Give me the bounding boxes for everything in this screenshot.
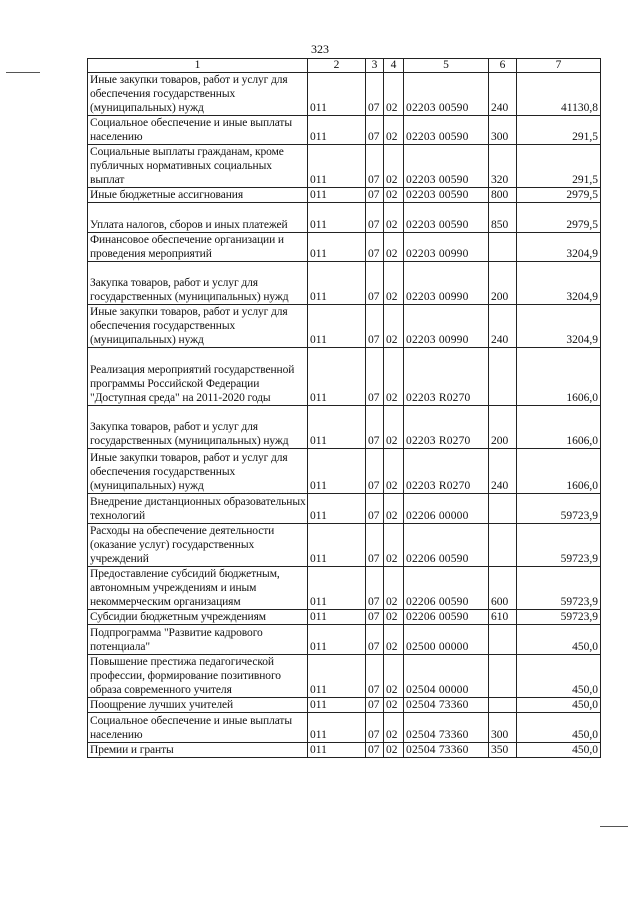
grbs-code-cell: 011 bbox=[308, 698, 366, 713]
scan-mark bbox=[6, 72, 40, 73]
table-row bbox=[88, 188, 601, 203]
expense-type-cell bbox=[489, 233, 517, 262]
row-name-cell: Повышение престижа педагогической профессии, формирование позитивного образа современного учителя bbox=[88, 655, 308, 698]
expense-type-cell: 610 bbox=[489, 610, 517, 625]
section-code-cell: 07 bbox=[366, 713, 384, 743]
expense-type-cell bbox=[489, 625, 517, 655]
section-code-cell: 07 bbox=[366, 348, 384, 406]
sum-cell: 59723,9 bbox=[517, 494, 601, 524]
table-row bbox=[88, 305, 601, 348]
expense-type-cell: 300 bbox=[489, 713, 517, 743]
row-name-cell: Субсидии бюджетным учреждениям bbox=[88, 610, 308, 625]
subsection-code-cell: 02 bbox=[384, 203, 404, 233]
subsection-code-cell: 02 bbox=[384, 262, 404, 305]
sum-cell: 1606,0 bbox=[517, 406, 601, 449]
target-article-cell: 02504 73360 bbox=[404, 698, 489, 713]
section-code-cell: 07 bbox=[366, 610, 384, 625]
column-number-row bbox=[88, 59, 601, 73]
grbs-code-cell: 011 bbox=[308, 116, 366, 145]
subsection-code-cell: 02 bbox=[384, 567, 404, 610]
table-row bbox=[88, 655, 601, 698]
section-code-cell: 07 bbox=[366, 567, 384, 610]
table-row bbox=[88, 610, 601, 625]
section-code-cell: 07 bbox=[366, 524, 384, 567]
row-name-cell: Уплата налогов, сборов и иных платежей bbox=[88, 203, 308, 233]
target-article-cell: 02504 73360 bbox=[404, 713, 489, 743]
table-row bbox=[88, 449, 601, 494]
target-article-cell: 02206 00590 bbox=[404, 524, 489, 567]
subsection-code-cell: 02 bbox=[384, 188, 404, 203]
column-header: 4 bbox=[384, 59, 404, 73]
sum-cell: 41130,8 bbox=[517, 73, 601, 116]
sum-cell: 59723,9 bbox=[517, 567, 601, 610]
sum-cell: 291,5 bbox=[517, 145, 601, 188]
target-article-cell: 02203 00590 bbox=[404, 188, 489, 203]
grbs-code-cell: 011 bbox=[308, 348, 366, 406]
grbs-code-cell: 011 bbox=[308, 203, 366, 233]
row-name-cell: Иные закупки товаров, работ и услуг для обеспечения государственных (муниципальных) нужд bbox=[88, 449, 308, 494]
section-code-cell: 07 bbox=[366, 73, 384, 116]
subsection-code-cell: 02 bbox=[384, 305, 404, 348]
subsection-code-cell: 02 bbox=[384, 625, 404, 655]
column-header: 5 bbox=[404, 59, 489, 73]
target-article-cell: 02206 00590 bbox=[404, 567, 489, 610]
table-row bbox=[88, 233, 601, 262]
row-name-cell: Премии и гранты bbox=[88, 743, 308, 758]
expense-type-cell: 240 bbox=[489, 449, 517, 494]
row-name-cell: Социальное обеспечение и иные выплаты населению bbox=[88, 116, 308, 145]
subsection-code-cell: 02 bbox=[384, 73, 404, 116]
sum-cell: 2979,5 bbox=[517, 203, 601, 233]
expense-type-cell: 300 bbox=[489, 116, 517, 145]
column-header: 3 bbox=[366, 59, 384, 73]
page-number: 323 bbox=[311, 42, 329, 56]
grbs-code-cell: 011 bbox=[308, 233, 366, 262]
sum-cell: 450,0 bbox=[517, 698, 601, 713]
section-code-cell: 07 bbox=[366, 188, 384, 203]
target-article-cell: 02500 00000 bbox=[404, 625, 489, 655]
expense-type-cell: 240 bbox=[489, 73, 517, 116]
subsection-code-cell: 02 bbox=[384, 116, 404, 145]
subsection-code-cell: 02 bbox=[384, 655, 404, 698]
grbs-code-cell: 011 bbox=[308, 625, 366, 655]
grbs-code-cell: 011 bbox=[308, 655, 366, 698]
subsection-code-cell: 02 bbox=[384, 698, 404, 713]
subsection-code-cell: 02 bbox=[384, 449, 404, 494]
section-code-cell: 07 bbox=[366, 449, 384, 494]
table-row bbox=[88, 494, 601, 524]
section-code-cell: 07 bbox=[366, 625, 384, 655]
expense-type-cell: 850 bbox=[489, 203, 517, 233]
grbs-code-cell: 011 bbox=[308, 406, 366, 449]
section-code-cell: 07 bbox=[366, 305, 384, 348]
row-name-cell: Иные бюджетные ассигнования bbox=[88, 188, 308, 203]
row-name-cell: Социальные выплаты гражданам, кроме публичных нормативных социальных выплат bbox=[88, 145, 308, 188]
sum-cell: 450,0 bbox=[517, 655, 601, 698]
row-name-cell: Внедрение дистанционных образовательных технологий bbox=[88, 494, 308, 524]
table-row bbox=[88, 406, 601, 449]
subsection-code-cell: 02 bbox=[384, 494, 404, 524]
subsection-code-cell: 02 bbox=[384, 610, 404, 625]
row-name-cell: Иные закупки товаров, работ и услуг для обеспечения государственных (муниципальных) нужд bbox=[88, 73, 308, 116]
target-article-cell: 02206 00590 bbox=[404, 610, 489, 625]
row-name-cell: Реализация мероприятий государственной программы Российской Федерации "Доступная среда" на 2011-2020 годы bbox=[88, 348, 308, 406]
sum-cell: 1606,0 bbox=[517, 348, 601, 406]
table-row bbox=[88, 116, 601, 145]
sum-cell: 3204,9 bbox=[517, 262, 601, 305]
subsection-code-cell: 02 bbox=[384, 348, 404, 406]
sum-cell: 450,0 bbox=[517, 625, 601, 655]
grbs-code-cell: 011 bbox=[308, 449, 366, 494]
row-name-cell: Предоставление субсидий бюджетным, автономным учреждениям и иным некоммерческим организациям bbox=[88, 567, 308, 610]
expense-type-cell bbox=[489, 494, 517, 524]
section-code-cell: 07 bbox=[366, 116, 384, 145]
grbs-code-cell: 011 bbox=[308, 713, 366, 743]
row-name-cell: Закупка товаров, работ и услуг для государственных (муниципальных) нужд bbox=[88, 406, 308, 449]
row-name-cell: Подпрограмма "Развитие кадрового потенциала" bbox=[88, 625, 308, 655]
target-article-cell: 02203 R0270 bbox=[404, 449, 489, 494]
grbs-code-cell: 011 bbox=[308, 567, 366, 610]
row-name-cell: Поощрение лучших учителей bbox=[88, 698, 308, 713]
expense-type-cell bbox=[489, 348, 517, 406]
grbs-code-cell: 011 bbox=[308, 305, 366, 348]
row-name-cell: Иные закупки товаров, работ и услуг для обеспечения государственных (муниципальных) нужд bbox=[88, 305, 308, 348]
row-name-cell: Расходы на обеспечение деятельности (оказание услуг) государственных учреждений bbox=[88, 524, 308, 567]
target-article-cell: 02504 73360 bbox=[404, 743, 489, 758]
target-article-cell: 02206 00000 bbox=[404, 494, 489, 524]
sum-cell: 450,0 bbox=[517, 713, 601, 743]
target-article-cell: 02504 00000 bbox=[404, 655, 489, 698]
section-code-cell: 07 bbox=[366, 262, 384, 305]
section-code-cell: 07 bbox=[366, 145, 384, 188]
grbs-code-cell: 011 bbox=[308, 188, 366, 203]
table-row bbox=[88, 524, 601, 567]
sum-cell: 3204,9 bbox=[517, 233, 601, 262]
target-article-cell: 02203 00990 bbox=[404, 305, 489, 348]
table-row bbox=[88, 625, 601, 655]
sum-cell: 3204,9 bbox=[517, 305, 601, 348]
section-code-cell: 07 bbox=[366, 698, 384, 713]
row-name-cell: Социальное обеспечение и иные выплаты населению bbox=[88, 713, 308, 743]
table-row bbox=[88, 567, 601, 610]
expense-type-cell: 600 bbox=[489, 567, 517, 610]
grbs-code-cell: 011 bbox=[308, 262, 366, 305]
expense-type-cell: 200 bbox=[489, 262, 517, 305]
grbs-code-cell: 011 bbox=[308, 743, 366, 758]
sum-cell: 1606,0 bbox=[517, 449, 601, 494]
expense-type-cell bbox=[489, 655, 517, 698]
expense-type-cell: 320 bbox=[489, 145, 517, 188]
column-header: 6 bbox=[489, 59, 517, 73]
table-row bbox=[88, 713, 601, 743]
scan-mark bbox=[600, 826, 628, 827]
budget-table bbox=[87, 58, 601, 758]
sum-cell: 59723,9 bbox=[517, 524, 601, 567]
expense-type-cell: 350 bbox=[489, 743, 517, 758]
table-row bbox=[88, 145, 601, 188]
column-header: 7 bbox=[517, 59, 601, 73]
grbs-code-cell: 011 bbox=[308, 73, 366, 116]
target-article-cell: 02203 00990 bbox=[404, 262, 489, 305]
target-article-cell: 02203 00590 bbox=[404, 203, 489, 233]
target-article-cell: 02203 00590 bbox=[404, 145, 489, 188]
expense-type-cell: 240 bbox=[489, 305, 517, 348]
grbs-code-cell: 011 bbox=[308, 610, 366, 625]
section-code-cell: 07 bbox=[366, 203, 384, 233]
sum-cell: 291,5 bbox=[517, 116, 601, 145]
table-row bbox=[88, 698, 601, 713]
expense-type-cell bbox=[489, 524, 517, 567]
column-header: 1 bbox=[88, 59, 308, 73]
section-code-cell: 07 bbox=[366, 743, 384, 758]
column-header: 2 bbox=[308, 59, 366, 73]
subsection-code-cell: 02 bbox=[384, 406, 404, 449]
grbs-code-cell: 011 bbox=[308, 524, 366, 567]
section-code-cell: 07 bbox=[366, 406, 384, 449]
target-article-cell: 02203 R0270 bbox=[404, 348, 489, 406]
section-code-cell: 07 bbox=[366, 233, 384, 262]
target-article-cell: 02203 00590 bbox=[404, 73, 489, 116]
sum-cell: 450,0 bbox=[517, 743, 601, 758]
row-name-cell: Финансовое обеспечение организации и проведения мероприятий bbox=[88, 233, 308, 262]
table-row bbox=[88, 203, 601, 233]
sum-cell: 2979,5 bbox=[517, 188, 601, 203]
expense-type-cell: 200 bbox=[489, 406, 517, 449]
table-row bbox=[88, 73, 601, 116]
table-row bbox=[88, 743, 601, 758]
subsection-code-cell: 02 bbox=[384, 145, 404, 188]
table-row bbox=[88, 348, 601, 406]
target-article-cell: 02203 00590 bbox=[404, 116, 489, 145]
section-code-cell: 07 bbox=[366, 494, 384, 524]
expense-type-cell bbox=[489, 698, 517, 713]
target-article-cell: 02203 00990 bbox=[404, 233, 489, 262]
target-article-cell: 02203 R0270 bbox=[404, 406, 489, 449]
subsection-code-cell: 02 bbox=[384, 524, 404, 567]
sum-cell: 59723,9 bbox=[517, 610, 601, 625]
expense-type-cell: 800 bbox=[489, 188, 517, 203]
grbs-code-cell: 011 bbox=[308, 145, 366, 188]
subsection-code-cell: 02 bbox=[384, 743, 404, 758]
table-row bbox=[88, 262, 601, 305]
subsection-code-cell: 02 bbox=[384, 713, 404, 743]
subsection-code-cell: 02 bbox=[384, 233, 404, 262]
row-name-cell: Закупка товаров, работ и услуг для государственных (муниципальных) нужд bbox=[88, 262, 308, 305]
section-code-cell: 07 bbox=[366, 655, 384, 698]
grbs-code-cell: 011 bbox=[308, 494, 366, 524]
